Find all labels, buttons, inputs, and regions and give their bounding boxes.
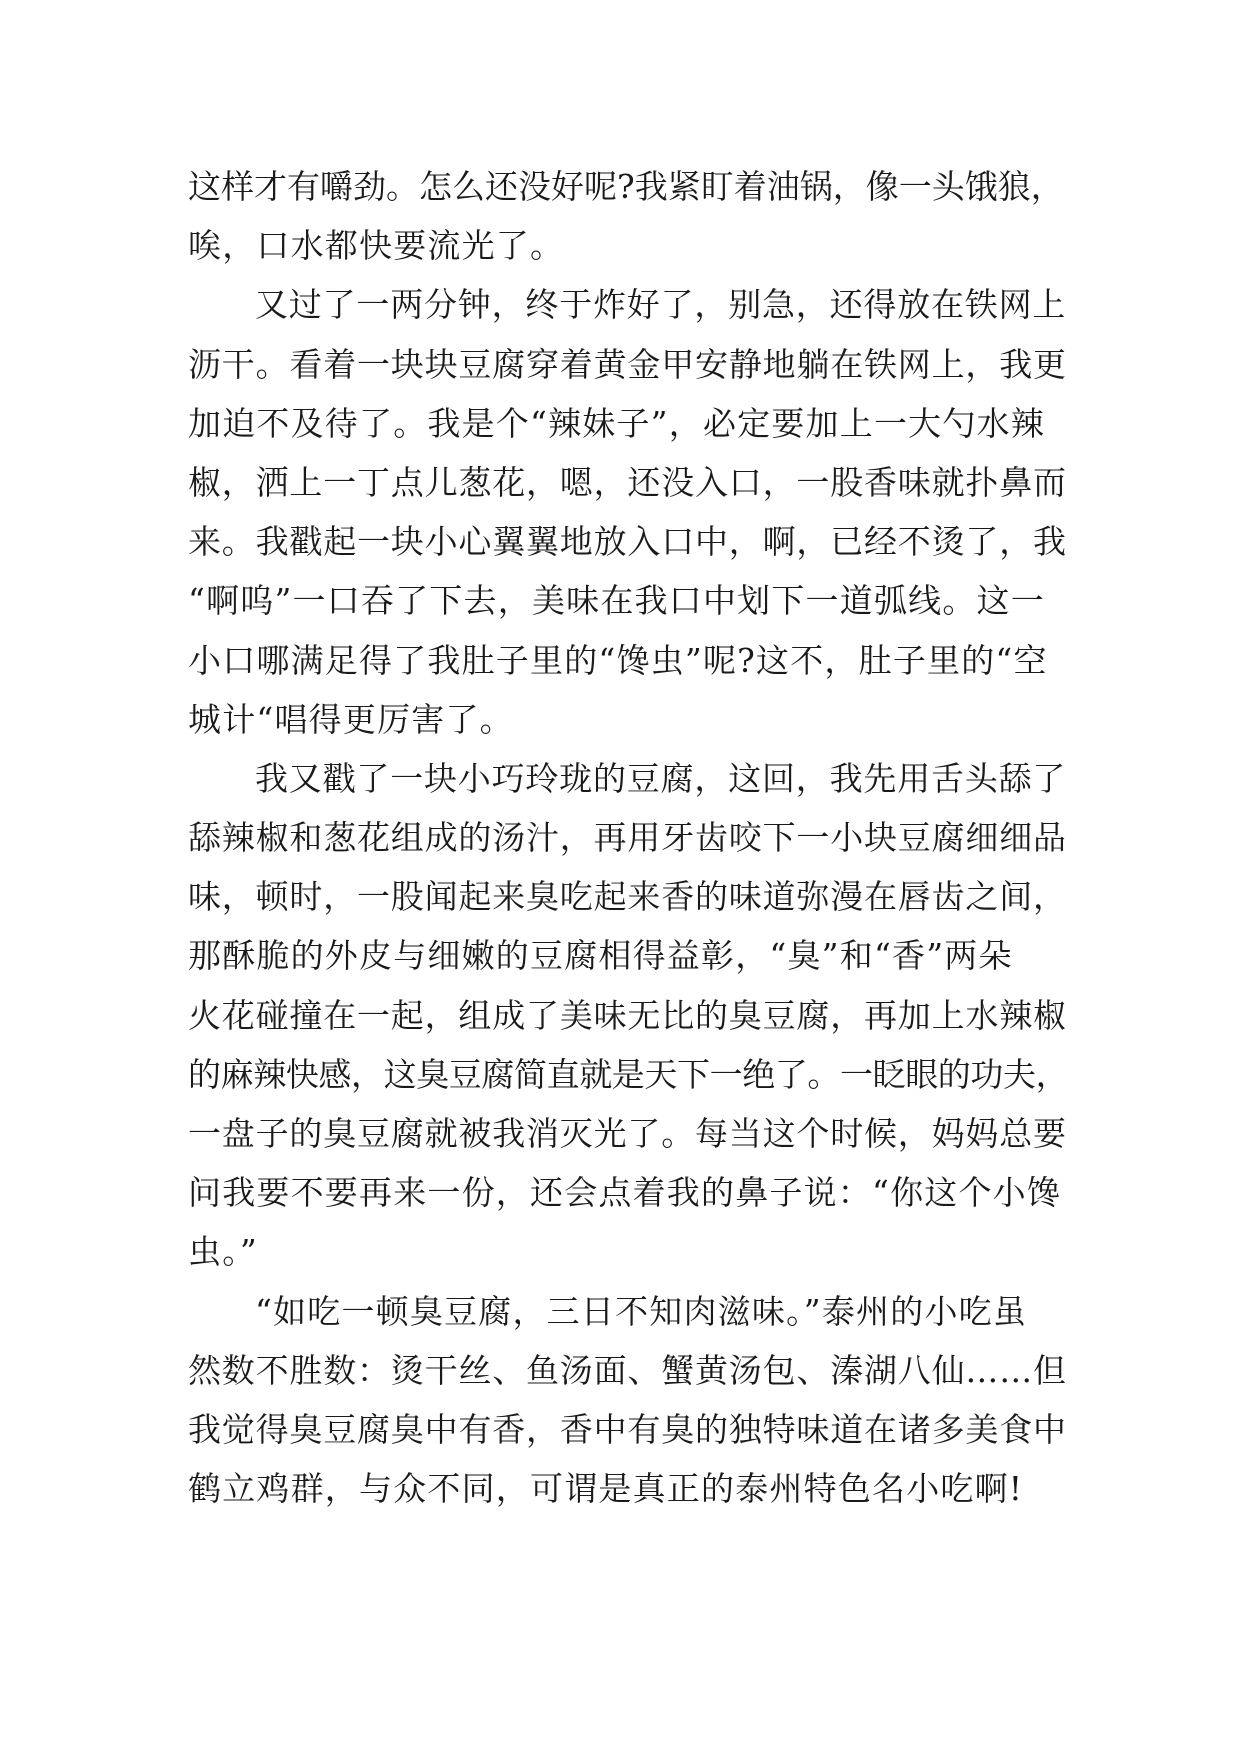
text-line: “如吃一顿臭豆腐，三日不知肉滋味。”泰州的小吃虽 (255, 1291, 1028, 1331)
text-line: 一盘子的臭豆腐就被我消灭光了。每当这个时候，妈妈总要 (188, 1114, 1067, 1153)
text-line: 味，顿时，一股闻起来臭吃起来香的味道弥漫在唇齿之间， (188, 877, 1067, 917)
text-line: 舔辣椒和葱花组成的汤汁，再用牙齿咬下一小块豆腐细细品 (188, 818, 1067, 858)
text-line: 然数不胜数：烫干丝、鱼汤面、蟹黄汤包、溱湖八仙……但 (188, 1350, 1067, 1390)
text-line: 我觉得臭豆腐臭中有香，香中有臭的独特味道在诸多美食中 (188, 1409, 1067, 1449)
text-line: 来。我戳起一块小心翼翼地放入口中，啊，已经不烫了，我 (188, 522, 1067, 562)
text-line: 又过了一两分钟，终于炸好了，别急，还得放在铁网上 (255, 285, 1067, 325)
text-line: 的麻辣快感，这臭豆腐简直就是天下一绝了。一眨眼的功夫， (188, 1054, 1069, 1094)
text-line: 唉，口水都快要流光了。 (188, 226, 565, 266)
text-line: 沥干。看着一块块豆腐穿着黄金甲安静地躺在铁网上，我更 (188, 344, 1067, 384)
text-line: 火花碰撞在一起，组成了美味无比的臭豆腐，再加上水辣椒 (188, 995, 1067, 1035)
text-line: 我又戳了一块小巧玲珑的豆腐，这回，我先用舌头舔了 (255, 758, 1067, 798)
text-line: 问我要不要再来一份，还会点着我的鼻子说：“你这个小馋 (188, 1173, 1062, 1213)
text-line: 虫。” (188, 1232, 258, 1272)
text-line: 鹤立鸡群，与众不同，可谓是真正的泰州特色名小吃啊! (188, 1469, 1024, 1509)
text-line: 城计“唱得更厉害了。 (188, 699, 514, 739)
text-line: 那酥脆的外皮与细嫩的豆腐相得益彰，“臭”和“香”两朵 (188, 936, 1013, 976)
text-line: 椒，洒上一丁点儿葱花，嗯，还没入口，一股香味就扑鼻而 (188, 462, 1067, 502)
body-text (188, 157, 1068, 1518)
text-line: 这样才有嚼劲。怎么还没好呢?我紧盯着油锅，像一头饿狼， (188, 167, 1064, 206)
text-line: 小口哪满足得了我肚子里的“馋虫”呢?这不，肚子里的“空 (188, 640, 1048, 680)
text-line: “啊呜”一口吞了下去，美味在我口中划下一道弧线。这一 (188, 581, 1045, 621)
text-line: 加迫不及待了。我是个“辣妹子”，必定要加上一大勺水辣 (188, 403, 1045, 443)
